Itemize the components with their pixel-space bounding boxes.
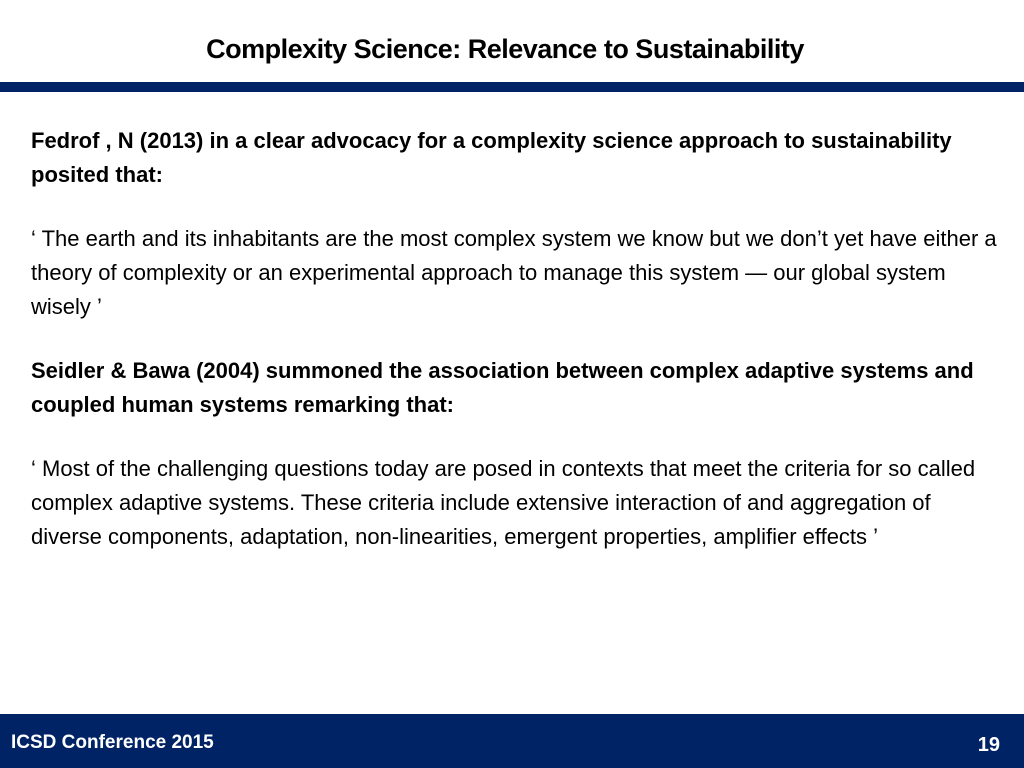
page-number: 19 [977, 734, 1000, 756]
footer-bar [0, 714, 1024, 768]
slide-body [31, 124, 1006, 554]
citation-fedrof: Fedrof , N (2013) in a clear advocacy for a complexity science approach to sustainability posited that: [31, 128, 952, 187]
citation-seidler-bawa: Seidler & Bawa (2004) summoned the association between complex adaptive systems and coupled human systems remarking that: [31, 358, 974, 417]
title-divider [0, 82, 1024, 92]
slide-title: Complexity Science: Relevance to Sustainability [206, 34, 804, 64]
quote-seidler-bawa: ‘ Most of the challenging questions today are posed in contexts that meet the criteria for so called complex adaptive systems. These criteria include extensive interaction of and aggregation of diverse components, adaptation, non-linearities, emergent properties, amplifier effects ’ [31, 456, 976, 549]
quote-fedrof: ‘ The earth and its inhabitants are the most complex system we know but we don’t yet have either a theory of complexity or an experimental approach to manage this system — our global system wisely ’ [31, 226, 997, 319]
conference-label: ICSD Conference 2015 [11, 732, 214, 753]
